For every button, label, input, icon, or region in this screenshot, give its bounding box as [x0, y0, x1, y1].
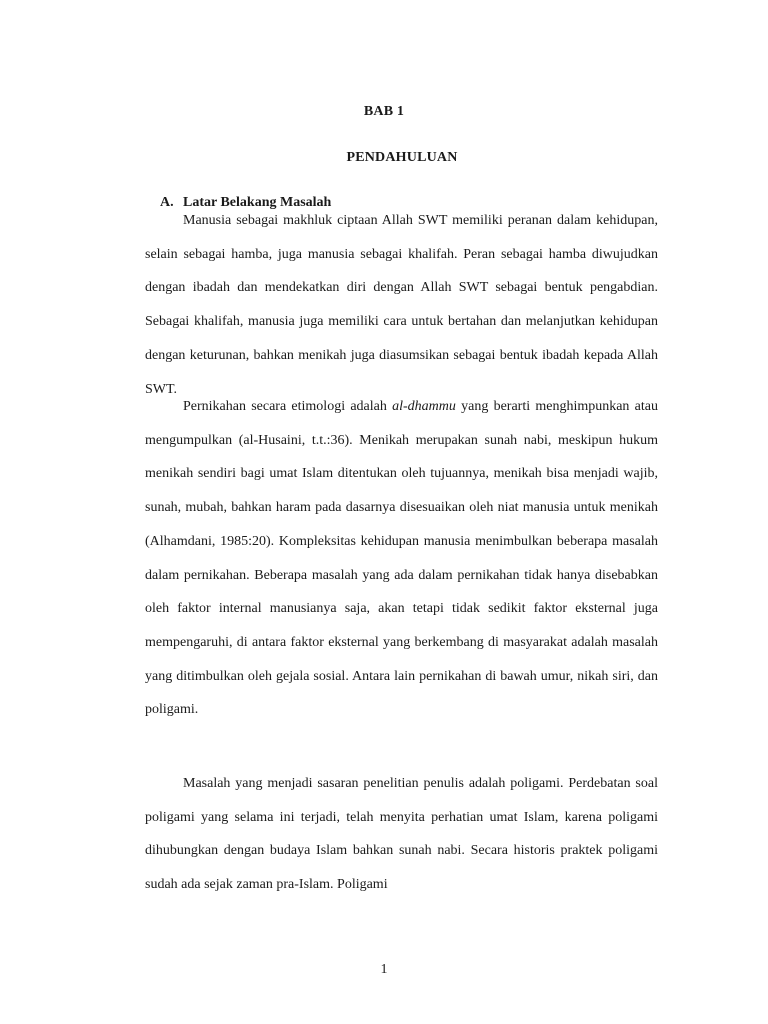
- italic-term: al-dhammu: [392, 399, 456, 414]
- chapter-number: BAB 1: [363, 104, 405, 119]
- paragraph-2: [145, 390, 658, 727]
- section-letter: A.: [160, 195, 174, 210]
- paragraph-1: Manusia sebagai makhluk ciptaan Allah SWT memiliki peranan dalam kehidupan, selain sebagai hamba, juga manusia sebagai khalifah. Peran sebagai hamba diwujudkan dengan ibadah dan mendekatkan diri dengan Allah SWT sebagai bentuk pengabdian. Sebagai khalifah, manusia juga memiliki cara untuk bertahan dan melanjutkan kehidupan dengan keturunan, bahkan menikah juga diasumsikan sebagai bentuk ibadah kepada Allah SWT.: [145, 213, 658, 397]
- paragraph-3: Masalah yang menjadi sasaran penelitian penulis adalah poligami. Perdebatan soal poligami yang selama ini terjadi, telah menyita perhatian umat Islam, karena poligami dihubungkan dengan budaya Islam bahkan sunah nabi. Secara historis praktek poligami sudah ada sejak zaman pra-Islam. Poligami: [145, 776, 658, 893]
- paragraph-2-start: Pernikahan secara etimologi adalah: [183, 399, 393, 414]
- page-number: 1: [380, 962, 388, 977]
- paragraph-2-rest: yang berarti menghimpunkan atau mengumpulkan (al-Husaini, t.t.:36). Menikah merupakan sunah nabi, meskipun hukum menikah sendiri bagi umat Islam ditentukan oleh tujuannya, menikah bisa menjadi wajib, sunah, mubah, bahkan haram pada dasarnya disesuaikan oleh niat manusia untuk menikah (Alhamdani, 1985:20). Kompleksitas kehidupan manusia menimbulkan beberapa masalah dalam pernikahan. Beberapa masalah yang ada dalam pernikahan tidak hanya disebabkan oleh faktor internal manusianya saja, akan tetapi tidak sedikit faktor eksternal juga mempengaruhi, di antara faktor eksternal yang berkembang di masyarakat adalah masalah yang ditimbulkan oleh gejala sosial. Antara lain pernikahan di bawah umur, nikah siri, dan poligami.: [145, 399, 658, 718]
- chapter-title: PENDAHULUAN: [346, 150, 458, 165]
- section-title: Latar Belakang Masalah: [183, 195, 332, 210]
